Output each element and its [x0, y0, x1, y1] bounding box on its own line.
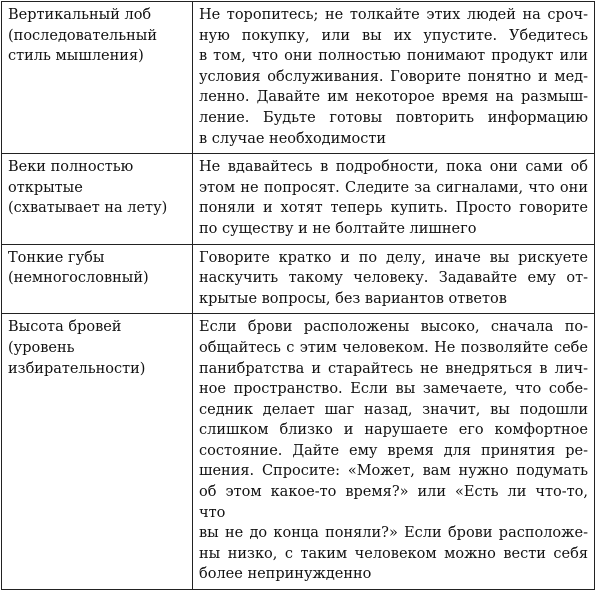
advice-text: условия обслуживания. Говорите понятно и мед-: [199, 68, 588, 85]
advice-text: в случае необходимости: [199, 130, 387, 147]
advice-text: об этом какое-то время?» или «Есть ли что-то, что: [199, 484, 588, 521]
advice-text: ленно. Давайте им некоторое время на размыш-: [199, 89, 588, 106]
advice-text: ную покупку, или вы их упустите. Убедитесь: [199, 27, 588, 44]
advice-text: ное пространство. Если вы замечаете, что собе-: [199, 381, 588, 398]
advice-text: шения. Спросите: «Может, вам нужно подумать: [199, 463, 588, 480]
advice-text: Не торопитесь; не толкайте этих людей на сроч-: [199, 7, 588, 23]
advice-text: ление. Будьте готовы повторить информацию: [199, 109, 588, 126]
advice-text: поняли и хотят теперь купить. Просто говорите: [199, 200, 588, 217]
trait-text: открытые: [8, 179, 83, 196]
advice-text: Говорите кратко и по делу, иначе вы рискуете: [199, 249, 588, 266]
trait-text: стиль мышления): [8, 48, 144, 65]
advice-text: вы не до конца поняли?» Если брови расположе-: [199, 525, 588, 542]
advice-text: ны низко, с таким человеком можно вести себя: [199, 545, 588, 562]
table-row: [2, 244, 595, 314]
advice-text: Не вдавайтесь в подробности, пока они сами об: [199, 159, 588, 176]
advice-text: общайтесь с этим человеком. Не позволяйте себе: [199, 339, 588, 356]
trait-text: Веки полностью: [8, 159, 134, 176]
table-row: [2, 314, 595, 590]
trait-text: (немногословный): [8, 270, 149, 287]
trait-cell: [2, 2, 193, 154]
trait-text: (схватывает на лету): [8, 200, 168, 217]
advice-text: панибратства и старайтесь не внедряться в лич-: [199, 360, 588, 377]
trait-text: (последовательный: [8, 27, 158, 44]
facial-traits-table: [1, 1, 595, 590]
trait-text: Высота бровей: [8, 319, 122, 336]
advice-text: наскучить такому человеку. Задавайте ему от-: [199, 270, 588, 287]
advice-text: Если брови расположены высоко, сначала по-: [199, 319, 588, 336]
advice-text: этом не попросят. Следите за сигналами, что они: [199, 179, 588, 196]
trait-text: избирательности): [8, 360, 146, 377]
table-row: [2, 154, 595, 244]
advice-cell: [193, 154, 595, 244]
advice-cell: [193, 244, 595, 314]
advice-text: крытые вопросы, без вариантов ответов: [199, 290, 507, 307]
trait-cell: [2, 154, 193, 244]
advice-text: состояние. Дайте ему время для принятия ре-: [199, 442, 588, 459]
trait-cell: [2, 244, 193, 314]
trait-cell: [2, 314, 193, 590]
advice-text: по существу и не болтайте лишнего: [199, 220, 477, 237]
advice-text: более непринужденно: [199, 566, 372, 583]
advice-text: седник делает шаг назад, значит, вы подошли: [199, 401, 588, 418]
advice-text: в том, что они полностью понимают продукт или: [199, 48, 588, 65]
advice-cell: [193, 314, 595, 590]
advice-text: слишком близко и нарушаете его комфортное: [199, 422, 588, 439]
trait-text: Тонкие губы: [8, 249, 105, 266]
advice-cell: [193, 2, 595, 154]
trait-text: Вертикальный лоб: [8, 7, 152, 23]
table-row: [2, 2, 595, 154]
trait-text: (уровень: [8, 339, 75, 356]
